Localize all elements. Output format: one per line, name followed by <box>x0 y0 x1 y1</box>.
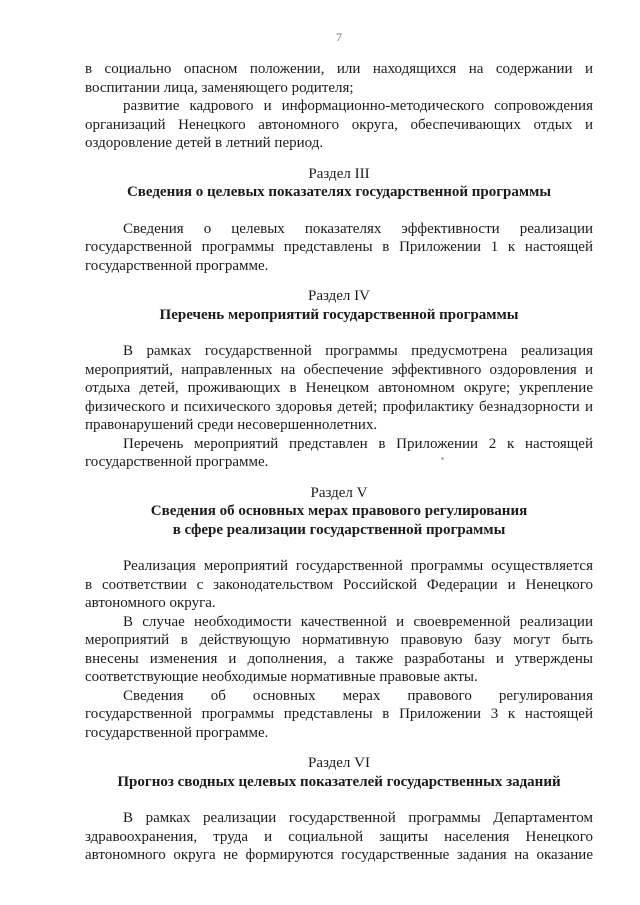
text-line: воспитании лица, заменяющего родителя; <box>85 79 354 96</box>
text-line: автономного округа не формируются государственные задания на оказание <box>85 847 593 863</box>
paragraph <box>85 342 593 435</box>
paragraph <box>85 435 593 472</box>
paragraph <box>85 97 593 153</box>
text-line: физического и психического здоровья детей; профилактику безнадзорности и <box>85 398 593 415</box>
text-line: организаций Ненецкого автономного округа, обеспечивающих отдых и <box>85 116 593 133</box>
page-number: 7 <box>336 30 342 44</box>
text-line: В случае необходимости качественной и своевременной реализации <box>123 613 593 630</box>
section-heading <box>85 484 593 540</box>
section-heading <box>85 287 593 324</box>
section-heading <box>85 165 593 202</box>
text-line: оздоровление детей в летний период. <box>85 135 324 151</box>
text-line: В рамках государственной программы предусмотрена реализация <box>123 343 593 359</box>
text-line: государственной программе. <box>85 257 269 274</box>
section-label: Раздел V <box>310 484 368 501</box>
text-line: Сведения о целевых показателях эффективности реализации <box>123 220 593 237</box>
section-label: Раздел IV <box>307 288 370 304</box>
text-column <box>0 30 640 865</box>
section-title: Сведения об основных мерах правового регулирования <box>150 503 528 519</box>
text-line: государственной программы представлены в Приложении 1 к настоящей <box>85 239 593 255</box>
text-line: В рамках реализации государственной программы Департаментом <box>123 810 593 826</box>
paragraph <box>85 220 593 276</box>
text-line: государственной программе. <box>85 724 269 741</box>
section-label: Раздел VI <box>307 755 370 771</box>
text-line: мероприятий, направленных на обеспечение эффективного оздоровления и <box>85 361 593 378</box>
text-line: Реализация мероприятий государственной программы осуществляется <box>123 558 593 574</box>
text-line: Сведения об основных мерах правового регулирования <box>123 687 593 704</box>
section-label: Раздел III <box>308 165 370 182</box>
scan-artifact-dot <box>441 457 444 460</box>
text-line: Перечень мероприятий представлен в Приложении 2 к настоящей <box>123 435 593 452</box>
section-title: Перечень мероприятий государственной программы <box>159 306 519 323</box>
text-line: государственной программе. <box>85 454 269 470</box>
section-title: Сведения о целевых показателях государственной программы <box>126 184 552 200</box>
text-line: здравоохранения, труда и социальной защиты населения Ненецкого <box>85 828 593 845</box>
text-line: государственной программы представлены в Приложении 3 к настоящей <box>85 706 593 722</box>
text-line: внесены изменения и дополнения, а также разработаны и утверждены <box>85 650 593 667</box>
paragraph <box>85 60 593 97</box>
paragraph <box>85 557 593 613</box>
paragraph <box>85 809 593 865</box>
text-line: правонарушений среди несовершеннолетних. <box>85 417 378 433</box>
text-line: соответствующие необходимые нормативные правовые акты. <box>85 669 478 685</box>
text-line: автономного округа. <box>85 595 216 611</box>
text-line: в соответствии с законодательством Российской Федерации и Ненецкого <box>85 576 593 593</box>
section-title: Прогноз сводных целевых показателей государственных заданий <box>117 773 561 790</box>
section-title: в сфере реализации государственной программы <box>172 521 506 538</box>
paragraph <box>85 613 593 687</box>
section-heading <box>85 754 593 791</box>
text-line: в социально опасном положении, или находящихся на содержании и <box>85 61 593 77</box>
text-line: развитие кадрового и информационно-методического сопровождения <box>123 98 593 114</box>
paragraph <box>85 687 593 743</box>
text-line: мероприятий в действующую нормативную правовую базу могут быть <box>85 632 593 648</box>
text-line: отдыха детей, проживающих в Ненецком автономном округе; укрепление <box>85 380 593 396</box>
